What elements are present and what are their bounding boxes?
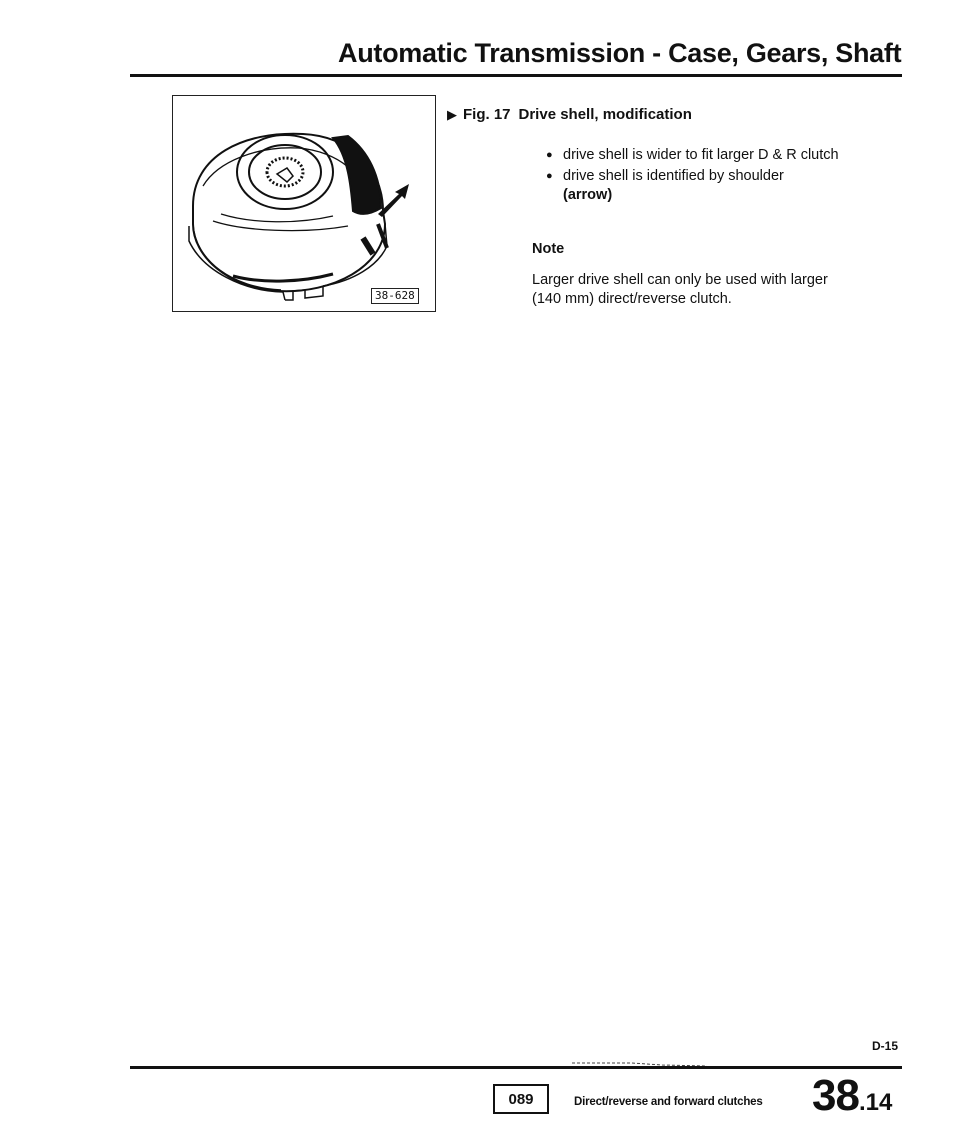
transmission-code-box: 089 [493,1084,549,1114]
figure-heading [447,106,692,123]
note-heading: Note [532,241,565,257]
bullet-emphasis: (arrow) [563,187,613,203]
figure-title: Drive shell, modification [518,106,692,123]
section-major: 38 [812,1071,859,1120]
footer-caption: Direct/reverse and forward clutches [574,1096,763,1108]
bullet-text: drive shell is wider to fit larger D & R clutch [563,147,839,163]
list-item [546,146,846,165]
header-rule [130,74,902,77]
page-title: Automatic Transmission - Case, Gears, Shaft [338,38,902,68]
figure-number: Fig. 17 [463,106,511,123]
note-text: Larger drive shell can only be used with larger (140 mm) direct/reverse clutch. [532,272,828,307]
figure-box [172,95,436,312]
list-item [546,167,846,205]
section-number [812,1071,893,1128]
footer-rule [130,1066,902,1069]
section-minor: .14 [858,1089,893,1116]
bullet-list [546,146,846,207]
page-code: D-15 [872,1039,899,1053]
drive-shell-illustration-icon [173,96,437,313]
pointer-arrow-icon: ▶ [447,107,457,122]
figure-code: 38-628 [371,288,419,304]
bullet-text: drive shell is identified by shoulder [563,168,784,184]
